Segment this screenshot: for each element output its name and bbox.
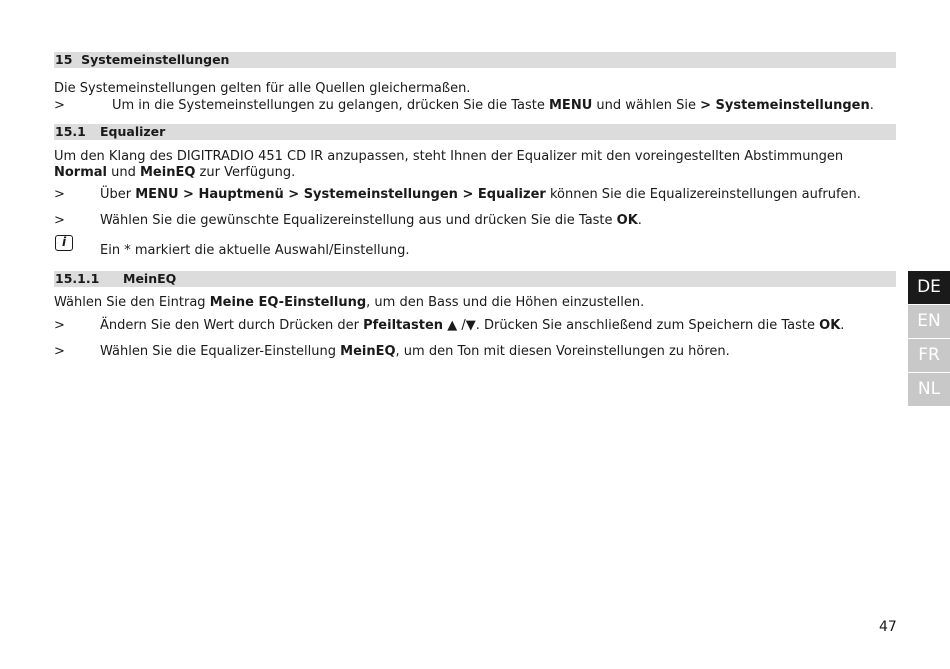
bullet-marker: > (54, 98, 65, 113)
preset-normal: Normal (54, 165, 107, 180)
bullet-text: Um in die Systemeinstellungen zu gelangen, drücken Sie die Taste (112, 98, 549, 113)
section-15-1-intro-line2 (54, 165, 295, 181)
preset-meineq: MeinEQ (340, 344, 396, 359)
bullet-text: . (637, 213, 642, 228)
section-15-bullet (54, 98, 874, 114)
bullet-text: . (869, 98, 874, 113)
intro-text: Wählen Sie den Eintrag (54, 295, 210, 310)
bullet-marker: > (54, 344, 65, 359)
language-tab-en[interactable]: EN (908, 305, 950, 338)
intro-text: und (107, 165, 140, 180)
language-tab-nl[interactable]: NL (908, 373, 950, 406)
menu-path: > Systemeinstellungen (700, 98, 870, 113)
bullet-marker: > (54, 213, 65, 228)
section-15-intro: Die Systemeinstellungen gelten für alle Quellen gleichermaßen. (54, 81, 471, 96)
page-number: 47 (879, 619, 897, 635)
bullet-text: . (840, 318, 845, 333)
ok-key: OK (616, 213, 638, 228)
section-number: 15 (55, 52, 73, 67)
preset-meineq: MeinEQ (140, 165, 196, 180)
language-tab-fr[interactable]: FR (908, 339, 950, 372)
section-15-1-1-intro (54, 295, 644, 311)
intro-text: , um den Bass und die Höhen einzustellen. (366, 295, 645, 310)
bullet-text: . Drücken Sie anschließend zum Speichern die Taste (475, 318, 820, 333)
bullet-marker: > (54, 318, 65, 333)
bullet-marker: > (54, 187, 65, 202)
ok-key: OK (819, 318, 841, 333)
bullet-text: , um den Ton mit diesen Voreinstellungen zu hören. (395, 344, 730, 359)
section-title: Systemeinstellungen (81, 52, 230, 67)
language-tab-de[interactable]: DE (908, 271, 950, 304)
section-15-1-1-heading (54, 271, 896, 287)
intro-text: zur Verfügung. (195, 165, 296, 180)
section-number: 15.1 (55, 124, 86, 139)
bullet-text: Über (100, 187, 136, 202)
bullet-text: Wählen Sie die gewünschte Equalizereinstellung aus und drücken Sie die Taste (100, 213, 617, 228)
menu-path: MENU > Hauptmenü > Systemeinstellungen > Equalizer (135, 187, 546, 202)
bullet-text: können Sie die Equalizereinstellungen aufrufen. (545, 187, 861, 202)
section-title: MeinEQ (123, 271, 177, 286)
bullet-text: Wählen Sie die Equalizer-Einstellung (100, 344, 341, 359)
bullet-text: und wählen Sie (592, 98, 701, 113)
section-15-1-bullet-2 (54, 213, 642, 229)
menu-key: MENU (549, 98, 593, 113)
section-15-1-1-bullet-1 (54, 318, 844, 334)
arrow-keys-label: Pfeiltasten (363, 318, 444, 333)
menu-entry: Meine EQ-Einstellung (209, 295, 367, 310)
bullet-text: Ändern Sie den Wert durch Drücken der (100, 318, 364, 333)
arrow-keys-icon: ▲ /▼ (443, 318, 476, 333)
info-note: Ein * markiert die aktuelle Auswahl/Einstellung. (100, 243, 410, 258)
language-tabs (908, 271, 950, 407)
section-title: Equalizer (100, 124, 166, 139)
info-icon: i (55, 235, 73, 251)
section-15-1-bullet-1 (54, 187, 861, 203)
section-number: 15.1.1 (55, 271, 100, 286)
section-15-1-1-bullet-2 (54, 344, 730, 360)
section-15-heading (54, 52, 896, 68)
section-15-1-intro-line1: Um den Klang des DIGITRADIO 451 CD IR anzupassen, steht Ihnen der Equalizer mit den voreingestellten Abstimmungen (54, 149, 844, 164)
section-15-1-heading (54, 124, 896, 140)
